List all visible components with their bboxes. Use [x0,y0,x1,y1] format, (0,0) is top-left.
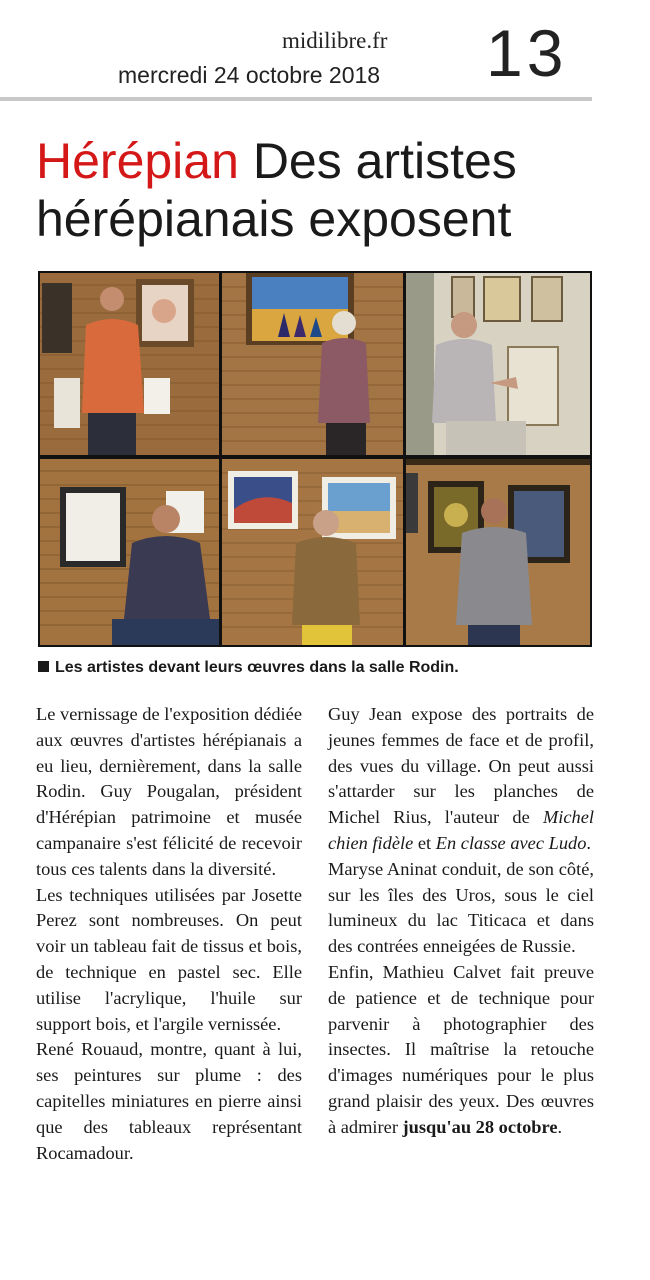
photo-artist-6 [406,459,590,645]
end-date: jusqu'au 28 octobre [402,1116,558,1137]
article-column-left [36,702,302,1166]
caption-square-icon [38,661,49,672]
text-run: . [586,832,592,853]
photo-artist-2 [222,273,403,455]
site-name: midilibre.fr [282,28,388,53]
photo-artist-1 [40,273,219,455]
photo-artist-5 [222,459,403,645]
headline-title: Des artistes hérépianais exposent [36,133,517,247]
article-column-right [328,702,594,1141]
photo-caption [38,659,459,677]
book-title: En classe avec Ludo [435,832,587,853]
paragraph [328,702,594,857]
book-title: Michel chien fidèle [328,807,594,853]
photo-artist-4 [40,459,219,645]
text-run: Guy Jean expose des portraits de jeunes femmes de face et de profil, des vues du village. On peut aussi s'attarder sur les planches de Michel Rius, l'auteur de [328,704,594,828]
paragraph: René Rouaud, montre, quant à lui, ses peintures sur plume : des capitelles miniatures en pierre ainsi que des tableaux représentant Rocamadour. [36,1039,302,1163]
text-run: et [413,832,436,853]
text-run: Enfin, Mathieu Calvet fait preuve de patience et de technique pour parvenir à photographier des insectes. Il maîtrise la retouche d'images numériques pour le plus grand plaisir des yeux. Des œuvres à admirer [328,961,594,1137]
text-run: . [557,1116,563,1137]
paragraph: Les techniques utilisées par Josette Perez sont nombreuses. On peut voir un tableau fait de tissus et bois, de technique en pastel sec. Elle utilise l'acrylique, l'huile sur support bois, et l'argile vernissée. [36,884,302,1034]
paragraph [328,960,594,1141]
header-rule [0,97,592,101]
headline [36,132,616,248]
publication-date: mercredi 24 octobre 2018 [118,62,381,88]
paragraph: Le vernissage de l'exposition dédiée aux œuvres d'artistes hérépianais a eu lieu, dernièrement, dans la salle Rodin. Guy Pougalan, président d'Hérépian patrimoine et musée campanaire s'est félicité de recevoir tous ces talents dans la diversité. [36,704,302,879]
photo-artist-3 [406,273,590,455]
page-number: 13 [486,16,568,90]
headline-kicker: Hérépian [36,133,239,189]
paragraph: Maryse Aninat conduit, de son côté, sur les îles des Uros, sous le ciel lumineux du lac Titicaca et dans des contrées enneigées de Russie. [328,858,594,957]
caption-text: Les artistes devant leurs œuvres dans la salle Rodin. [55,659,459,676]
photo-collage [38,271,592,647]
